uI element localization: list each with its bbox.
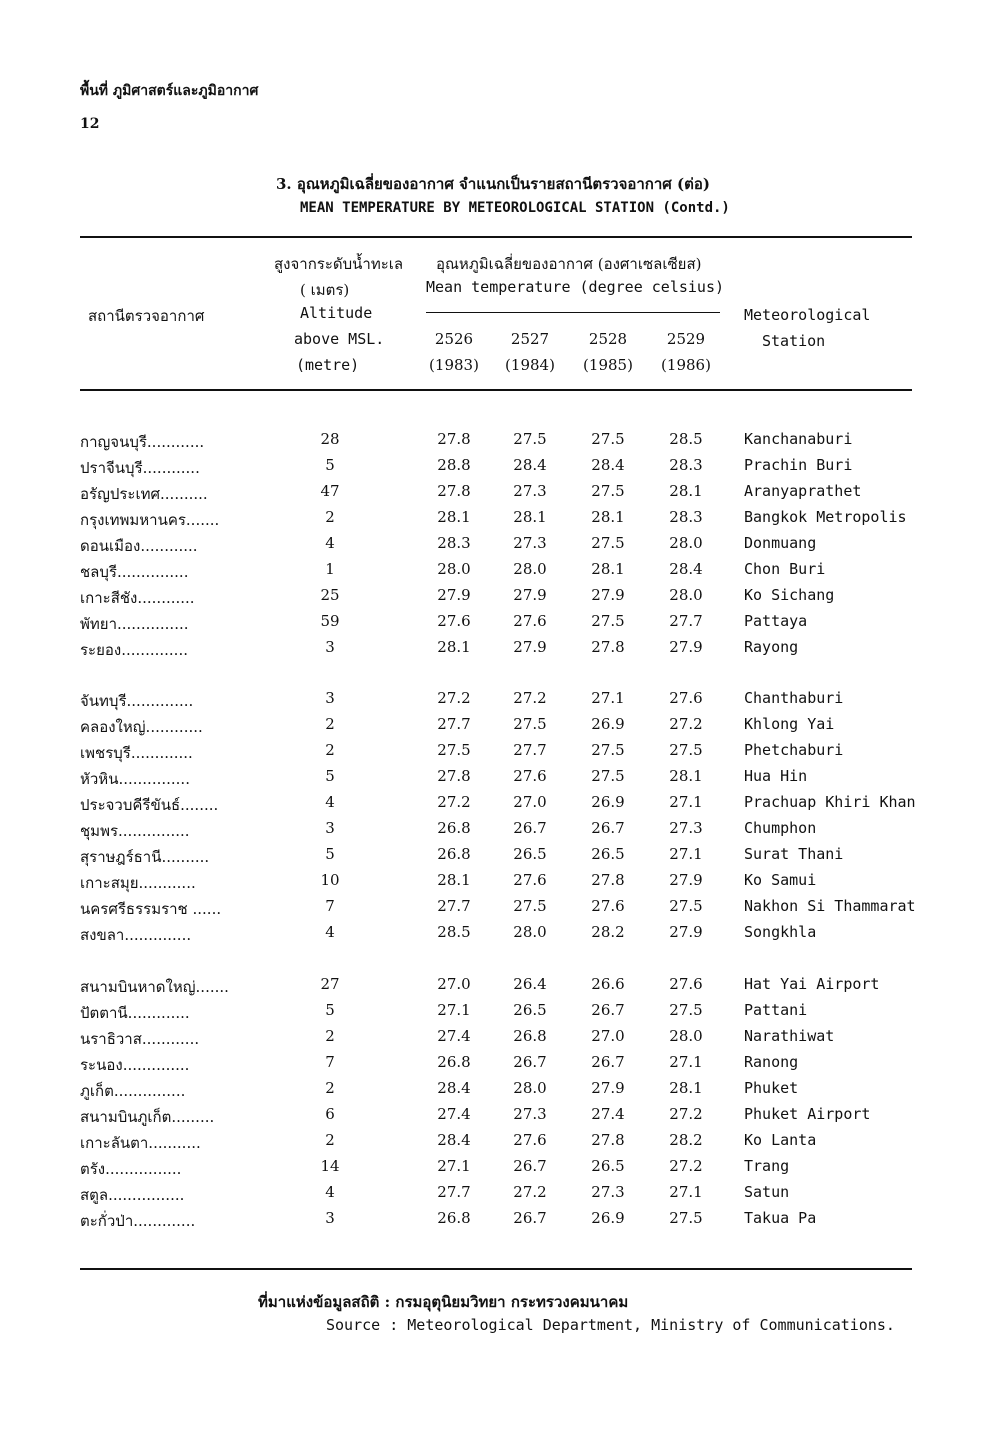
year-ad-1986: (1986) (661, 356, 711, 374)
temp-2527-cell: 27.2 (513, 689, 547, 707)
altitude-cell: 4 (325, 1183, 335, 1201)
temp-2529-cell: 27.5 (669, 897, 703, 915)
temp-2529-cell: 28.0 (669, 534, 703, 552)
temp-2526-cell: 27.0 (437, 975, 471, 993)
station-header-thai: สถานีตรวจอากาศ (88, 307, 205, 325)
table-row (0, 923, 990, 949)
station-name-thai: สนามบินหาดใหญ่....... (80, 978, 229, 996)
temp-2528-cell: 27.9 (591, 1079, 625, 1097)
altitude-cell: 7 (325, 897, 335, 915)
temp-2529-cell: 28.0 (669, 1027, 703, 1045)
temp-2529-cell: 27.2 (669, 1157, 703, 1175)
table-row (0, 508, 990, 534)
temp-2526-cell: 28.5 (437, 923, 471, 941)
altitude-header-thai: สูงจากระดับน้ำทะเล (274, 255, 404, 273)
altitude-cell: 4 (325, 793, 335, 811)
temp-2527-cell: 26.7 (513, 819, 547, 837)
temp-2526-cell: 27.5 (437, 741, 471, 759)
table-row (0, 612, 990, 638)
station-name-thai: ตะกั่วป่า............. (80, 1212, 196, 1230)
temp-2529-cell: 27.5 (669, 1001, 703, 1019)
station-name-english: Surat Thani (744, 845, 844, 863)
station-name-english: Bangkok Metropolis (744, 508, 907, 526)
altitude-cell: 5 (325, 1001, 335, 1019)
temp-2526-cell: 28.0 (437, 560, 471, 578)
temp-2528-cell: 27.5 (591, 430, 625, 448)
temp-2527-cell: 27.6 (513, 1131, 547, 1149)
altitude-cell: 5 (325, 767, 335, 785)
temp-2528-cell: 28.1 (591, 560, 625, 578)
table-row (0, 1105, 990, 1131)
station-name-english: Trang (744, 1157, 790, 1175)
temp-2527-cell: 27.6 (513, 767, 547, 785)
temp-2527-cell: 26.5 (513, 1001, 547, 1019)
station-name-english: Khlong Yai (744, 715, 835, 733)
altitude-cell: 3 (325, 819, 335, 837)
station-name-thai: ภูเก็ต............... (80, 1082, 186, 1100)
temp-2529-cell: 27.2 (669, 715, 703, 733)
header-bottom-rule (80, 389, 912, 391)
table-row (0, 586, 990, 612)
temp-2526-cell: 28.8 (437, 456, 471, 474)
temp-2526-cell: 26.8 (437, 845, 471, 863)
temp-2526-cell: 28.3 (437, 534, 471, 552)
temp-2528-cell: 27.5 (591, 534, 625, 552)
station-name-english: Ko Sichang (744, 586, 835, 604)
temp-2526-cell: 28.4 (437, 1131, 471, 1149)
temp-2526-cell: 26.8 (437, 819, 471, 837)
station-name-thai: เกาะลันตา........... (80, 1134, 201, 1152)
altitude-header-en-3: (metre) (296, 356, 360, 374)
temp-2526-cell: 27.1 (437, 1001, 471, 1019)
table-row (0, 741, 990, 767)
temp-2526-cell: 27.7 (437, 715, 471, 733)
table-row (0, 1053, 990, 1079)
station-name-english: Ranong (744, 1053, 799, 1071)
year-ad-1983: (1983) (429, 356, 479, 374)
temp-2528-cell: 27.5 (591, 482, 625, 500)
temp-2527-cell: 27.7 (513, 741, 547, 759)
temp-2527-cell: 27.5 (513, 897, 547, 915)
altitude-cell: 2 (325, 1079, 335, 1097)
year-ad-1985: (1985) (583, 356, 633, 374)
temp-2528-cell: 26.9 (591, 715, 625, 733)
temp-2526-cell: 27.2 (437, 793, 471, 811)
altitude-cell: 5 (325, 456, 335, 474)
temp-2527-cell: 27.0 (513, 793, 547, 811)
temp-2528-cell: 26.9 (591, 1209, 625, 1227)
table-row (0, 767, 990, 793)
station-name-english: Phuket Airport (744, 1105, 871, 1123)
temp-2528-cell: 28.1 (591, 508, 625, 526)
temp-2529-cell: 28.0 (669, 586, 703, 604)
altitude-cell: 2 (325, 741, 335, 759)
temp-2528-cell: 27.9 (591, 586, 625, 604)
temp-2529-cell: 27.2 (669, 1105, 703, 1123)
table-row (0, 1027, 990, 1053)
station-name-thai: ชลบุรี............... (80, 563, 189, 581)
altitude-cell: 7 (325, 1053, 335, 1071)
year-ad-1984: (1984) (505, 356, 555, 374)
station-name-english: Chanthaburi (744, 689, 844, 707)
station-name-english: Chumphon (744, 819, 817, 837)
altitude-cell: 6 (325, 1105, 335, 1123)
temp-2526-cell: 26.8 (437, 1209, 471, 1227)
temp-2526-cell: 27.4 (437, 1027, 471, 1045)
station-name-thai: หัวหิน............... (80, 770, 190, 788)
station-name-english: Nakhon Si Thammarat (744, 897, 916, 915)
station-name-thai: นครศรีธรรมราช ...... (80, 900, 222, 918)
table-row (0, 534, 990, 560)
altitude-cell: 3 (325, 638, 335, 656)
station-name-thai: สงขลา.............. (80, 926, 192, 944)
temp-2527-cell: 27.6 (513, 612, 547, 630)
altitude-cell: 10 (320, 871, 340, 889)
altitude-cell: 27 (320, 975, 340, 993)
temp-2529-cell: 27.1 (669, 793, 703, 811)
table-row (0, 1001, 990, 1027)
table-row (0, 482, 990, 508)
station-name-english: Ko Samui (744, 871, 817, 889)
station-name-thai: ตรัง................ (80, 1160, 182, 1178)
temp-2529-cell: 28.1 (669, 1079, 703, 1097)
table-row (0, 430, 990, 456)
station-name-thai: เพชรบุรี............. (80, 744, 193, 762)
altitude-cell: 5 (325, 845, 335, 863)
temp-2528-cell: 26.9 (591, 793, 625, 811)
temp-2527-cell: 27.5 (513, 430, 547, 448)
temp-2527-cell: 27.9 (513, 638, 547, 656)
station-name-english: Phuket (744, 1079, 799, 1097)
table-row (0, 560, 990, 586)
station-name-english: Pattaya (744, 612, 808, 630)
altitude-cell: 14 (320, 1157, 340, 1175)
station-name-english: Takua Pa (744, 1209, 817, 1227)
altitude-cell: 4 (325, 923, 335, 941)
temp-2526-cell: 27.8 (437, 430, 471, 448)
temp-2527-cell: 27.3 (513, 482, 547, 500)
station-name-thai: ระยอง.............. (80, 641, 188, 659)
temp-2526-cell: 27.4 (437, 1105, 471, 1123)
table-row (0, 897, 990, 923)
temp-2526-cell: 28.1 (437, 871, 471, 889)
temp-2527-cell: 27.3 (513, 534, 547, 552)
temp-2527-cell: 27.3 (513, 1105, 547, 1123)
temp-2527-cell: 28.0 (513, 560, 547, 578)
temp-2529-cell: 27.7 (669, 612, 703, 630)
table-row (0, 715, 990, 741)
station-name-thai: สตูล................ (80, 1186, 185, 1204)
altitude-cell: 3 (325, 1209, 335, 1227)
temp-2528-cell: 26.5 (591, 1157, 625, 1175)
temp-2529-cell: 28.3 (669, 508, 703, 526)
temp-2526-cell: 27.8 (437, 767, 471, 785)
temp-2526-cell: 26.8 (437, 1053, 471, 1071)
station-name-english: Prachuap Khiri Khan (744, 793, 916, 811)
temp-2529-cell: 27.6 (669, 689, 703, 707)
running-header: พื้นที่ ภูมิศาสตร์และภูมิอากาศ (80, 83, 259, 99)
station-name-thai: ประจวบคีรีขันธ์........ (80, 796, 219, 814)
altitude-header-en-1: Altitude (300, 304, 373, 322)
altitude-cell: 4 (325, 534, 335, 552)
temp-2528-cell: 27.5 (591, 612, 625, 630)
temp-2529-cell: 28.1 (669, 767, 703, 785)
page-number: 12 (80, 116, 100, 132)
altitude-cell: 1 (325, 560, 335, 578)
temp-2527-cell: 26.7 (513, 1157, 547, 1175)
temp-2528-cell: 27.4 (591, 1105, 625, 1123)
station-name-thai: เกาะสมุย............ (80, 874, 196, 892)
temp-2526-cell: 27.7 (437, 1183, 471, 1201)
table-bottom-rule (80, 1268, 912, 1270)
station-name-english: Hua Hin (744, 767, 808, 785)
temp-2529-cell: 28.1 (669, 482, 703, 500)
temp-2528-cell: 27.0 (591, 1027, 625, 1045)
temp-2528-cell: 26.7 (591, 1053, 625, 1071)
altitude-cell: 2 (325, 1027, 335, 1045)
table-row (0, 1079, 990, 1105)
station-name-english: Narathiwat (744, 1027, 835, 1045)
temp-2527-cell: 26.4 (513, 975, 547, 993)
station-name-english: Prachin Buri (744, 456, 853, 474)
temp-2529-cell: 27.9 (669, 923, 703, 941)
mean-temp-header-thai: อุณหภูมิเฉลี่ยของอากาศ (องศาเซลเซียส) (436, 255, 702, 273)
temp-2529-cell: 27.5 (669, 741, 703, 759)
source-note-thai: ที่มาแห่งข้อมูลสถิติ : กรมอุตุนิยมวิทยา กระทรวงคมนาคม (258, 1293, 629, 1311)
station-name-english: Songkhla (744, 923, 817, 941)
table-row (0, 456, 990, 482)
temp-2529-cell: 27.6 (669, 975, 703, 993)
station-name-english: Phetchaburi (744, 741, 844, 759)
table-row (0, 1157, 990, 1183)
station-name-english: Kanchanaburi (744, 430, 853, 448)
table-title-thai: 3. อุณหภูมิเฉลี่ยของอากาศ จำแนกเป็นรายสถานีตรวจอากาศ (ต่อ) (276, 175, 710, 193)
temp-2529-cell: 27.9 (669, 638, 703, 656)
temp-2526-cell: 27.6 (437, 612, 471, 630)
temp-2527-cell: 26.5 (513, 845, 547, 863)
station-name-english: Donmuang (744, 534, 817, 552)
temp-2529-cell: 27.1 (669, 1183, 703, 1201)
station-name-thai: พัทยา............... (80, 615, 189, 633)
altitude-cell: 2 (325, 1131, 335, 1149)
year-be-2529: 2529 (666, 330, 706, 348)
station-name-thai: สนามบินภูเก็ต......... (80, 1108, 215, 1126)
temp-2529-cell: 28.5 (669, 430, 703, 448)
temp-2527-cell: 28.4 (513, 456, 547, 474)
station-name-thai: สุราษฎร์ธานี.......... (80, 848, 210, 866)
temp-2527-cell: 27.9 (513, 586, 547, 604)
temp-2526-cell: 28.1 (437, 508, 471, 526)
station-name-english: Hat Yai Airport (744, 975, 880, 993)
temp-2527-cell: 28.0 (513, 923, 547, 941)
temp-2528-cell: 26.5 (591, 845, 625, 863)
temp-2528-cell: 27.8 (591, 638, 625, 656)
year-be-2528: 2528 (588, 330, 628, 348)
temp-2529-cell: 28.2 (669, 1131, 703, 1149)
station-name-english: Aranyaprathet (744, 482, 862, 500)
temp-2528-cell: 26.7 (591, 819, 625, 837)
station-name-english: Chon Buri (744, 560, 826, 578)
station-name-thai: กรุงเทพมหานคร....... (80, 511, 220, 529)
temp-2528-cell: 27.5 (591, 741, 625, 759)
station-name-english: Ko Lanta (744, 1131, 817, 1149)
station-name-thai: ระนอง.............. (80, 1056, 190, 1074)
table-row (0, 871, 990, 897)
temp-2528-cell: 28.2 (591, 923, 625, 941)
temp-2526-cell: 27.1 (437, 1157, 471, 1175)
temp-2526-cell: 27.9 (437, 586, 471, 604)
altitude-cell: 2 (325, 715, 335, 733)
temp-2526-cell: 28.1 (437, 638, 471, 656)
station-name-thai: ปัตตานี............. (80, 1004, 190, 1022)
table-title-english: MEAN TEMPERATURE BY METEOROLOGICAL STATION (Contd.) (300, 200, 730, 216)
station-name-thai: เกาะสีชัง............ (80, 589, 195, 607)
temp-2526-cell: 28.4 (437, 1079, 471, 1097)
table-row (0, 845, 990, 871)
table-row (0, 975, 990, 1001)
temp-2528-cell: 27.8 (591, 871, 625, 889)
altitude-cell: 3 (325, 689, 335, 707)
altitude-unit-thai: ( เมตร) (300, 281, 350, 299)
temp-2529-cell: 28.4 (669, 560, 703, 578)
temp-2528-cell: 26.6 (591, 975, 625, 993)
temp-2527-cell: 27.2 (513, 1183, 547, 1201)
station-name-english: Pattani (744, 1001, 808, 1019)
station-name-thai: จันทบุรี.............. (80, 692, 194, 710)
mean-temp-header-en: Mean temperature (degree celsius) (426, 278, 725, 296)
temp-2528-cell: 28.4 (591, 456, 625, 474)
temp-2526-cell: 27.7 (437, 897, 471, 915)
station-name-thai: ชุมพร............... (80, 822, 190, 840)
altitude-header-en-2: above MSL. (294, 330, 385, 348)
station-name-thai: ปราจีนบุรี............ (80, 459, 200, 477)
temp-2527-cell: 26.8 (513, 1027, 547, 1045)
temp-2527-cell: 28.0 (513, 1079, 547, 1097)
table-row (0, 793, 990, 819)
temp-2529-cell: 27.3 (669, 819, 703, 837)
table-row (0, 638, 990, 664)
altitude-cell: 2 (325, 508, 335, 526)
temp-2529-cell: 27.1 (669, 845, 703, 863)
temp-2529-cell: 27.1 (669, 1053, 703, 1071)
altitude-cell: 25 (320, 586, 340, 604)
altitude-cell: 59 (320, 612, 340, 630)
station-name-thai: ดอนเมือง............ (80, 537, 198, 555)
temp-2527-cell: 26.7 (513, 1209, 547, 1227)
station-name-english: Satun (744, 1183, 790, 1201)
year-be-2527: 2527 (510, 330, 550, 348)
altitude-cell: 47 (320, 482, 340, 500)
temp-2528-cell: 27.3 (591, 1183, 625, 1201)
station-name-thai: อรัญประเทศ.......... (80, 485, 208, 503)
table-row (0, 819, 990, 845)
station-name-english: Rayong (744, 638, 799, 656)
station-header-en-2: Station (762, 332, 826, 350)
station-name-thai: กาญจนบุรี............ (80, 433, 205, 451)
temp-2526-cell: 27.2 (437, 689, 471, 707)
year-be-2526: 2526 (434, 330, 474, 348)
table-row (0, 1183, 990, 1209)
table-row (0, 1131, 990, 1157)
temp-2529-cell: 27.5 (669, 1209, 703, 1227)
table-row (0, 689, 990, 715)
temp-2529-cell: 27.9 (669, 871, 703, 889)
temp-2528-cell: 27.5 (591, 767, 625, 785)
temp-2527-cell: 26.7 (513, 1053, 547, 1071)
temp-2529-cell: 28.3 (669, 456, 703, 474)
temp-2528-cell: 27.8 (591, 1131, 625, 1149)
altitude-cell: 28 (320, 430, 340, 448)
temp-2528-cell: 26.7 (591, 1001, 625, 1019)
table-row (0, 1209, 990, 1235)
temp-2527-cell: 28.1 (513, 508, 547, 526)
temp-2527-cell: 27.5 (513, 715, 547, 733)
station-name-thai: นราธิวาส............ (80, 1030, 200, 1048)
temp-2527-cell: 27.6 (513, 871, 547, 889)
temp-2528-cell: 27.6 (591, 897, 625, 915)
table-top-rule (80, 236, 912, 238)
station-name-thai: คลองใหญ่............ (80, 718, 203, 736)
year-subheader-rule (426, 312, 720, 313)
station-header-en-1: Meteorological (744, 306, 871, 324)
source-note-english: Source : Meteorological Department, Ministry of Communications. (326, 1316, 895, 1334)
temp-2528-cell: 27.1 (591, 689, 625, 707)
temp-2526-cell: 27.8 (437, 482, 471, 500)
